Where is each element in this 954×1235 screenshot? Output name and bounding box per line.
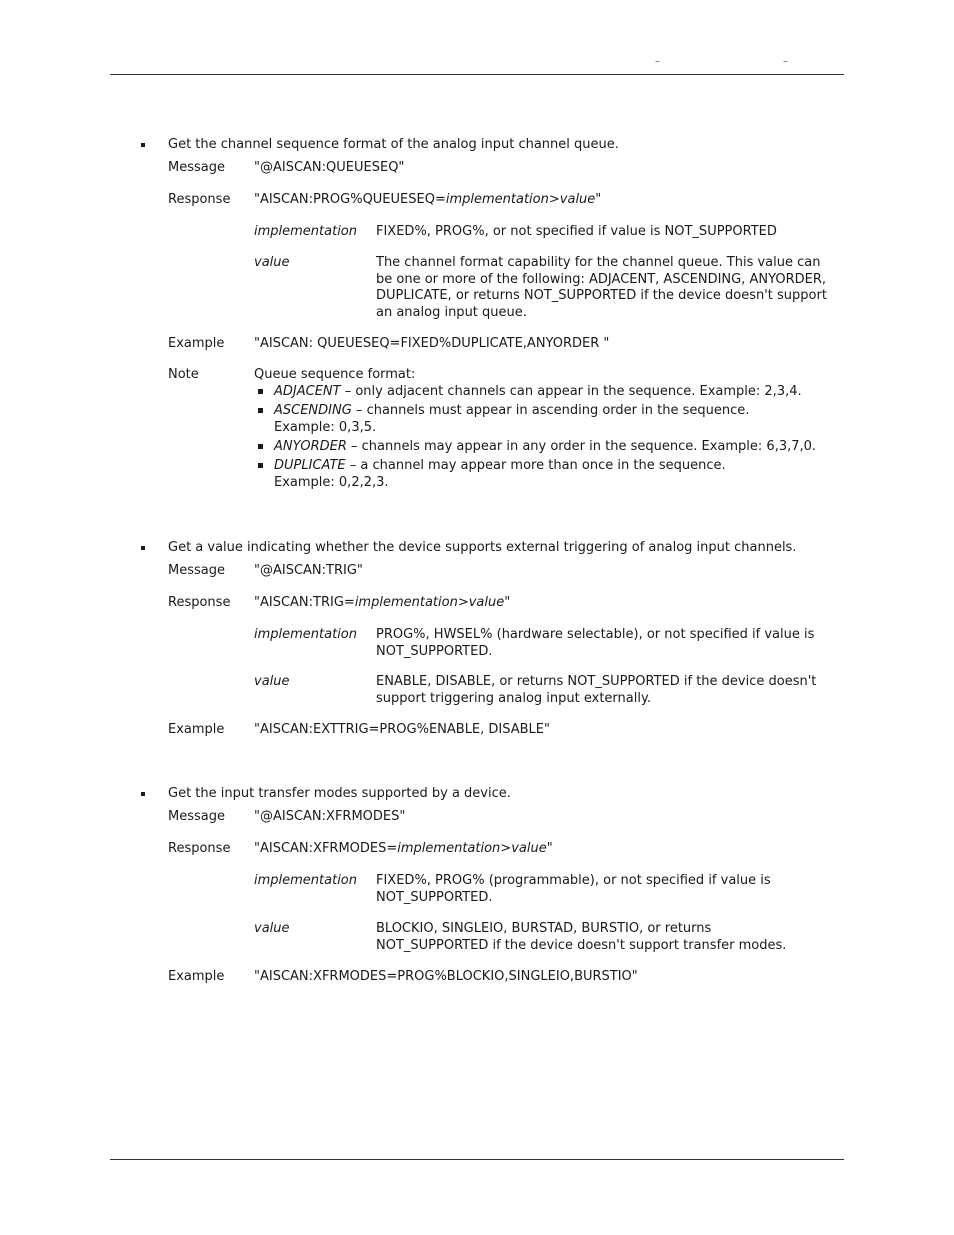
note-bullet [258, 389, 263, 394]
section-summary: Get a value indicating whether the device supports external triggering of analog input channels. [168, 540, 797, 555]
note-label: Note [168, 367, 199, 382]
param-desc: BLOCKIO, SINGLEIO, BURSTAD, BURSTIO, or returns NOT_SUPPORTED if the device doesn't support transfer modes. [376, 921, 787, 953]
response-label: Response [168, 595, 231, 610]
response-label: Response [168, 841, 231, 856]
example-value: "AISCAN:XFRMODES=PROG%BLOCKIO,SINGLEIO,BURSTIO" [254, 969, 638, 984]
param-name: value [254, 921, 290, 936]
example-label: Example [168, 969, 225, 984]
response-value: "AISCAN:PROG%QUEUESEQ=implementation>value" [254, 192, 602, 207]
footer-rule [110, 1159, 844, 1160]
param-desc: FIXED%, PROG%, or not specified if value is NOT_SUPPORTED [376, 224, 777, 239]
example-value: "AISCAN: QUEUESEQ=FIXED%DUPLICATE,ANYORDER " [254, 336, 610, 351]
note-item: DUPLICATE – a channel may appear more than once in the sequence. Example: 0,2,2,3. [274, 458, 726, 490]
message-value: "@AISCAN:XFRMODES" [254, 809, 406, 824]
section-bullet [141, 546, 145, 550]
note-item: ADJACENT – only adjacent channels can appear in the sequence. Example: 2,3,4. [274, 384, 802, 399]
message-label: Message [168, 563, 225, 578]
param-desc: PROG%, HWSEL% (hardware selectable), or not specified if value is NOT_SUPPORTED. [376, 627, 815, 659]
param-desc: ENABLE, DISABLE, or returns NOT_SUPPORTED if the device doesn't support triggering analog input externally. [376, 674, 817, 706]
note-item: ANYORDER – channels may appear in any order in the sequence. Example: 6,3,7,0. [274, 439, 817, 454]
note-bullet [258, 444, 263, 449]
message-value: "@AISCAN:TRIG" [254, 563, 363, 578]
example-value: "AISCAN:EXTTRIG=PROG%ENABLE, DISABLE" [254, 722, 550, 737]
message-label: Message [168, 160, 225, 175]
param-desc: FIXED%, PROG% (programmable), or not specified if value is NOT_SUPPORTED. [376, 873, 771, 905]
message-value: "@AISCAN:QUEUESEQ" [254, 160, 405, 175]
message-label: Message [168, 809, 225, 824]
header-rule [110, 74, 844, 75]
response-value: "AISCAN:XFRMODES=implementation>value" [254, 841, 553, 856]
note-bullet [258, 408, 263, 413]
note-intro: Queue sequence format: [254, 367, 416, 382]
section-summary: Get the channel sequence format of the analog input channel queue. [168, 137, 619, 152]
response-label: Response [168, 192, 231, 207]
example-label: Example [168, 336, 225, 351]
param-name: implementation [254, 627, 358, 642]
param-desc: The channel format capability for the channel queue. This value can be one or more of the following: ADJACENT, ASCENDING, ANYORDER, DUPLICATE, or returns NOT_SUPPORTED if the device doesn't support an analog input queue. [376, 255, 827, 320]
header-mark-right: – [783, 56, 788, 67]
note-bullet [258, 463, 263, 468]
section-bullet [141, 792, 145, 796]
header-mark-left: – [655, 56, 660, 67]
section-bullet [141, 143, 145, 147]
example-label: Example [168, 722, 225, 737]
param-name: value [254, 255, 290, 270]
note-item: ASCENDING – channels must appear in ascending order in the sequence. Example: 0,3,5. [274, 403, 750, 435]
param-name: implementation [254, 873, 358, 888]
section-summary: Get the input transfer modes supported by a device. [168, 786, 511, 801]
response-value: "AISCAN:TRIG=implementation>value" [254, 595, 511, 610]
param-name: implementation [254, 224, 358, 239]
param-name: value [254, 674, 290, 689]
